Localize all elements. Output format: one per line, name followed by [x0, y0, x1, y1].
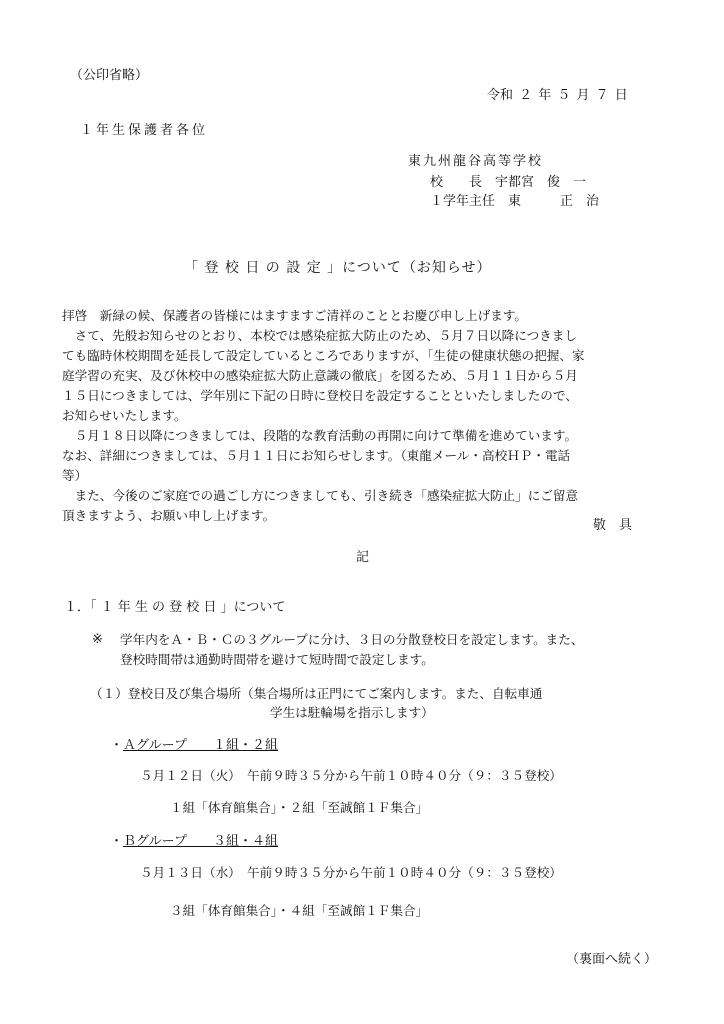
body-line: さて、先般お知らせのとおり、本校では感染症拡大防止のため、５月７日以降につきまし: [62, 328, 577, 343]
body-line: また、今後のご家庭での過ごし方につきましても、引き続き「感染症拡大防止」にご留意: [62, 488, 579, 503]
body-line: 頂きますよう、お願い申し上げます。: [62, 508, 276, 523]
note-mark: ※: [92, 632, 103, 647]
body-line: 等）: [62, 468, 88, 483]
note-line: 学年内をＡ・Ｂ・Ｃの３グループに分け、３日の分散登校日を設定します。また、: [120, 632, 584, 647]
group-b-datetime: ５月１３日（水） 午前９時３５分から午前１０時４０分（９：３５登校）: [140, 865, 562, 880]
body-line: ５月１８日以降につきましては、段階的な教育活動の再開に向けて準備を進めています。: [62, 428, 578, 443]
issue-date: 令和 ２ 年 ５ 月 ７ 日: [487, 88, 628, 103]
subsection-title: （１）登校日及び集合場所（集合場所は正門にてご案内します。また、自転車通: [90, 686, 543, 701]
grade-head-name: １学年主任 東 正 治: [430, 194, 600, 209]
group-a-name: Ａグループ １組・２組: [123, 738, 278, 753]
school-name: 東九州龍谷高等学校: [408, 154, 544, 169]
group-b-heading: [110, 832, 278, 852]
body-line: ても臨時休校期間を延長して設定しているところでありますが、「生徒の健康状態の把握、家: [62, 348, 585, 363]
body-line: １５日につきましては、学年別に下記の日時に登校日を設定することといたしましたので、: [62, 388, 578, 403]
group-a-place: １組「体育館集合」・２組「至誠館１Ｆ集合」: [170, 800, 429, 815]
note-line: 登校時間帯は通勤時間帯を避けて短時間で設定します。: [120, 652, 434, 667]
closing-keigu: 敬 具: [593, 518, 633, 533]
section-title: 「 １ 年 生 の 登 校 日 」について: [90, 600, 286, 615]
ki-heading: 記: [356, 550, 370, 565]
group-b-name: Ｂグループ ３組・４組: [123, 834, 278, 849]
letter-body: [62, 306, 662, 526]
page-title: 「 登 校 日 の 設 定 」について（お知らせ）: [184, 260, 492, 276]
section-number: １．: [64, 600, 91, 615]
group-a-heading: [110, 736, 278, 756]
body-line: 庭学習の充実、及び休校中の感染症拡大防止意識の徹底」を図るため、５月１１日から５月: [62, 368, 578, 383]
seal-omitted-note: （公印省略）: [70, 68, 149, 83]
recipient: １年生保護者各位: [80, 123, 209, 138]
group-b-place: ３組「体育館集合」・４組「至誠館１Ｆ集合」: [170, 903, 429, 918]
subsection-title-cont: 学生は駐輪場を指示します）: [270, 705, 434, 720]
principal-name: 校 長 宇都宮 俊 一: [430, 175, 587, 190]
section-1-heading: [64, 598, 285, 618]
bullet: ・: [110, 738, 124, 753]
body-line: なお、詳細につきましては、５月１１日にお知らせします。（東龍メール・高校ＨＰ・電話: [62, 448, 571, 463]
bullet: ・: [110, 834, 124, 849]
group-a-datetime: ５月１２日（火） 午前９時３５分から午前１０時４０分（９：３５登校）: [140, 768, 562, 783]
greeting: 拝啓 新緑の候、保護者の皆様にはますますご清祥のこととお慶び申し上げます。: [62, 308, 527, 323]
body-line: お知らせいたします。: [62, 408, 187, 423]
continued-note: （裏面へ続く）: [566, 952, 658, 967]
